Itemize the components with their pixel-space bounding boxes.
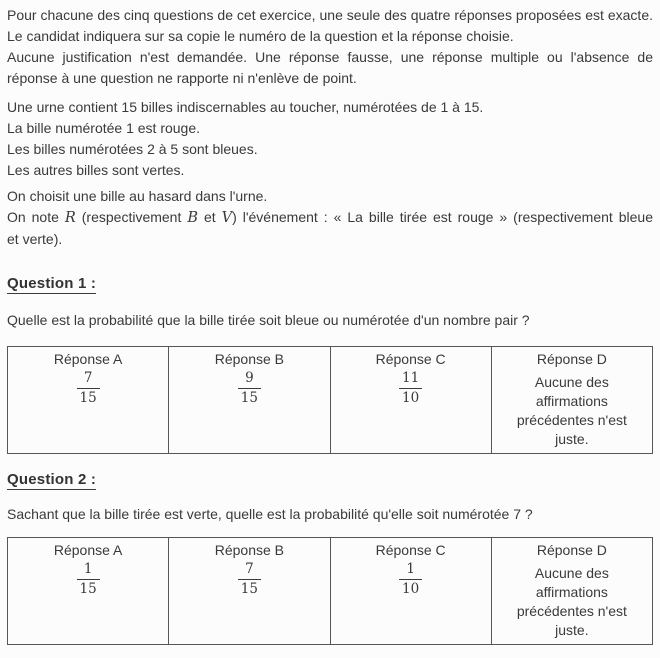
fraction-denominator: 10 <box>402 581 420 597</box>
fraction-numerator: 7 <box>238 561 261 580</box>
q1-answer-b-cell <box>169 347 330 454</box>
q1-answer-a-cell <box>8 347 169 454</box>
question2-heading: Question 2 : <box>7 471 97 488</box>
q1-answer-a-header: Réponse A <box>53 351 123 367</box>
question2-heading-row <box>7 471 653 490</box>
fraction-denominator: 10 <box>402 390 420 406</box>
question1-text: Quelle est la probabilité que la bille tirée soit bleue ou numérotée d'un nombre pair ? <box>7 312 530 328</box>
rules-line-2: Le candidat indiquera sur sa copie le numéro de la question et la réponse choisie. <box>7 28 514 44</box>
q1-answer-c-fraction <box>399 370 422 406</box>
q2-answer-c-fraction <box>399 561 422 597</box>
q2-answer-c-cell <box>330 538 491 645</box>
fraction-denominator: 15 <box>240 390 258 406</box>
q2-answer-b-fraction <box>238 561 261 597</box>
q2-answer-a-header: Réponse A <box>53 542 123 558</box>
fraction-denominator: 15 <box>240 581 258 597</box>
q2-answer-b-cell <box>169 538 330 645</box>
note-prefix: On note <box>7 209 65 225</box>
rules-paragraph <box>7 5 653 89</box>
q1-answer-a-fraction <box>77 370 100 406</box>
experiment-line-2 <box>7 207 653 229</box>
q2-answer-d-cell <box>491 538 652 645</box>
event-r-symbol: R <box>64 210 76 226</box>
fraction-denominator: 15 <box>79 390 97 406</box>
urn-line-1: Une urne contient 15 billes indiscernables au toucher, numérotées de 1 à 15. <box>7 99 484 115</box>
q2-answer-b-header: Réponse B <box>214 542 285 558</box>
urn-description-paragraph <box>7 97 653 181</box>
question1-answer-table <box>7 346 653 454</box>
q2-answer-d-header: Réponse D <box>536 542 607 558</box>
experiment-line-1: On choisit une bille au hasard dans l'urne. <box>7 188 268 204</box>
question1-heading-row <box>7 275 653 294</box>
note-mid2: et <box>198 209 222 225</box>
table-row <box>8 538 653 645</box>
table-row <box>8 347 653 454</box>
q1-answer-b-header: Réponse B <box>214 351 285 367</box>
question1-heading: Question 1 : <box>7 275 97 292</box>
rules-line-3: Aucune justification n'est demandée. Une réponse fausse, une réponse multiple ou l'absence de <box>7 49 653 65</box>
fraction-numerator: 7 <box>77 370 100 389</box>
event-v-symbol: V <box>221 210 233 226</box>
rules-line-4: réponse à une question ne rapporte ni n'enlève de point. <box>7 70 357 86</box>
q1-answer-d-text: Aucune des affirmations précédentes n'est juste. <box>516 374 627 447</box>
q2-answer-d-text: Aucune des affirmations précédentes n'est juste. <box>516 565 627 638</box>
q2-answer-c-header: Réponse C <box>375 542 446 558</box>
q2-answer-a-fraction <box>77 561 100 597</box>
urn-line-4: Les autres billes sont vertes. <box>7 162 185 178</box>
experiment-paragraph <box>7 186 653 250</box>
q1-answer-b-fraction <box>238 370 261 406</box>
question2-text: Sachant que la bille tirée est verte, quelle est la probabilité qu'elle soit numérotée 7 ? <box>7 506 533 522</box>
fraction-numerator: 1 <box>77 561 100 580</box>
urn-line-3: Les billes numérotées 2 à 5 sont bleues. <box>7 141 258 157</box>
fraction-denominator: 15 <box>79 581 97 597</box>
urn-line-2: La bille numérotée 1 est rouge. <box>7 120 201 136</box>
fraction-numerator: 11 <box>399 370 422 389</box>
experiment-line-3: et verte). <box>7 231 63 247</box>
note-suffix: ) l'événement : « La bille tirée est rouge » (respectivement bleue <box>232 209 654 225</box>
fraction-numerator: 9 <box>238 370 261 389</box>
rules-line-1: Pour chacune des cinq questions de cet exercice, une seule des quatre réponses proposées est exacte. <box>7 7 653 23</box>
q1-answer-c-header: Réponse C <box>375 351 446 367</box>
event-b-symbol: B <box>187 210 198 226</box>
q1-answer-d-header: Réponse D <box>536 351 607 367</box>
note-mid1: (respectivement <box>75 209 188 225</box>
q2-answer-a-cell <box>8 538 169 645</box>
q1-answer-d-cell <box>491 347 652 454</box>
question2-answer-table <box>7 537 653 645</box>
fraction-numerator: 1 <box>399 561 422 580</box>
q1-answer-c-cell <box>330 347 491 454</box>
exam-document <box>7 5 653 645</box>
